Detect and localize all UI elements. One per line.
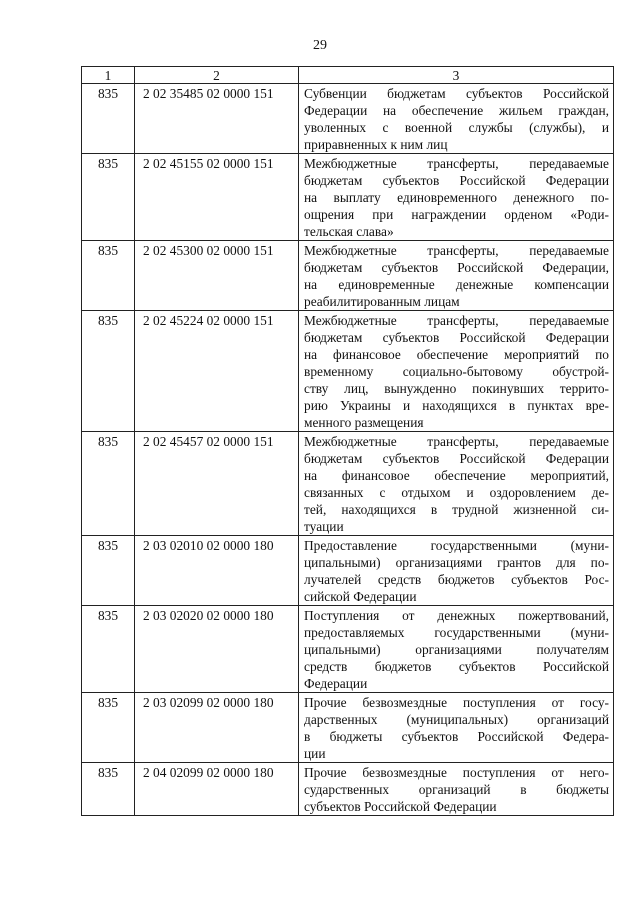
budget-code-cell: 2 02 45155 02 0000 151 xyxy=(135,154,299,241)
description-line: уволенных с военной службы (службы), и xyxy=(304,120,609,135)
description-cell xyxy=(299,763,614,816)
description-cell xyxy=(299,154,614,241)
description-line: дарственных (муниципальных) организаций xyxy=(304,712,609,727)
description-line: на единовременные денежные компенсации xyxy=(304,277,609,292)
description-line: Федерации на обеспечение жильем граждан, xyxy=(304,103,609,118)
description-line: временному социально-бытовому обустрой- xyxy=(304,364,609,379)
description-line: Межбюджетные трансферты, передаваемые xyxy=(304,434,609,449)
description-line: на финансовое обеспечение мероприятий, xyxy=(304,468,609,483)
admin-code-cell: 835 xyxy=(82,606,135,693)
table-row xyxy=(82,536,614,606)
description-line: Межбюджетные трансферты, передаваемые xyxy=(304,243,609,258)
admin-code-cell: 835 xyxy=(82,432,135,536)
description-line: в бюджеты субъектов Российской Федера- xyxy=(304,729,609,744)
description-cell xyxy=(299,84,614,154)
description-line: ципальными) организациями получателям xyxy=(304,642,609,657)
description-line: туации xyxy=(304,519,344,534)
table-row xyxy=(82,84,614,154)
description-line: ции xyxy=(304,746,326,761)
description-line: бюджетам субъектов Российской Федерации xyxy=(304,330,609,345)
description-line: Субвенции бюджетам субъектов Российской xyxy=(304,86,609,101)
description-cell xyxy=(299,311,614,432)
table-row xyxy=(82,693,614,763)
budget-classification-table xyxy=(81,66,614,816)
budget-code-cell: 2 03 02010 02 0000 180 xyxy=(135,536,299,606)
table-row xyxy=(82,763,614,816)
description-cell xyxy=(299,693,614,763)
admin-code-cell: 835 xyxy=(82,241,135,311)
description-line: Прочие безвозмездные поступления от него- xyxy=(304,765,609,780)
description-line: рию Украины и находящихся в пунктах вре- xyxy=(304,398,609,413)
table-row xyxy=(82,154,614,241)
budget-code-cell: 2 02 45457 02 0000 151 xyxy=(135,432,299,536)
description-cell xyxy=(299,432,614,536)
header-col-3: 3 xyxy=(299,67,614,84)
description-line: сийской Федерации xyxy=(304,589,417,604)
description-line: тей, находящихся в трудной жизненной си- xyxy=(304,502,609,517)
description-line: на выплату единовременного денежного по- xyxy=(304,190,609,205)
description-line: Межбюджетные трансферты, передаваемые xyxy=(304,156,609,171)
description-line: менного размещения xyxy=(304,415,424,430)
header-col-1: 1 xyxy=(82,67,135,84)
description-line: бюджетам субъектов Российской Федерации xyxy=(304,451,609,466)
description-line: предоставляемых государственными (муни- xyxy=(304,625,609,640)
admin-code-cell: 835 xyxy=(82,154,135,241)
description-line: лучателей средств бюджетов субъектов Рос- xyxy=(304,572,609,587)
description-line: связанных с отдыхом и оздоровлением де- xyxy=(304,485,609,500)
budget-code-cell: 2 03 02099 02 0000 180 xyxy=(135,693,299,763)
table-row xyxy=(82,241,614,311)
table-row xyxy=(82,432,614,536)
description-line: средств бюджетов субъектов Российской xyxy=(304,659,609,674)
admin-code-cell: 835 xyxy=(82,763,135,816)
table-body xyxy=(82,84,614,816)
description-line: сударственных организаций в бюджеты xyxy=(304,782,609,797)
description-cell xyxy=(299,241,614,311)
description-cell xyxy=(299,536,614,606)
header-row xyxy=(82,67,614,84)
table-header xyxy=(82,67,614,84)
budget-code-cell: 2 02 45224 02 0000 151 xyxy=(135,311,299,432)
description-line: ощрения при награждении орденом «Роди- xyxy=(304,207,609,222)
description-line: на финансовое обеспечение мероприятий по xyxy=(304,347,609,362)
description-line: Федерации xyxy=(304,676,368,691)
description-line: бюджетам субъектов Российской Федерации xyxy=(304,173,609,188)
description-line: приравненных к ним лиц xyxy=(304,137,448,152)
admin-code-cell: 835 xyxy=(82,693,135,763)
admin-code-cell: 835 xyxy=(82,536,135,606)
budget-code-cell: 2 03 02020 02 0000 180 xyxy=(135,606,299,693)
admin-code-cell: 835 xyxy=(82,311,135,432)
description-line: субъектов Российской Федерации xyxy=(304,799,497,814)
table-row xyxy=(82,606,614,693)
table-row xyxy=(82,311,614,432)
description-line: Межбюджетные трансферты, передаваемые xyxy=(304,313,609,328)
budget-code-cell: 2 02 35485 02 0000 151 xyxy=(135,84,299,154)
description-line: реабилитированным лицам xyxy=(304,294,460,309)
budget-code-cell: 2 02 45300 02 0000 151 xyxy=(135,241,299,311)
description-line: ципальными) организациями грантов для по- xyxy=(304,555,609,570)
page-number: 29 xyxy=(313,38,327,53)
description-line: тельская слава» xyxy=(304,224,394,239)
admin-code-cell: 835 xyxy=(82,84,135,154)
budget-code-cell: 2 04 02099 02 0000 180 xyxy=(135,763,299,816)
description-line: ству лиц, вынужденно покинувших террито- xyxy=(304,381,609,396)
description-cell xyxy=(299,606,614,693)
description-line: бюджетам субъектов Российской Федерации, xyxy=(304,260,609,275)
description-line: Предоставление государственными (муни- xyxy=(304,538,609,553)
description-line: Прочие безвозмездные поступления от госу- xyxy=(304,695,609,710)
description-line: Поступления от денежных пожертвований, xyxy=(304,608,609,623)
header-col-2: 2 xyxy=(135,67,299,84)
